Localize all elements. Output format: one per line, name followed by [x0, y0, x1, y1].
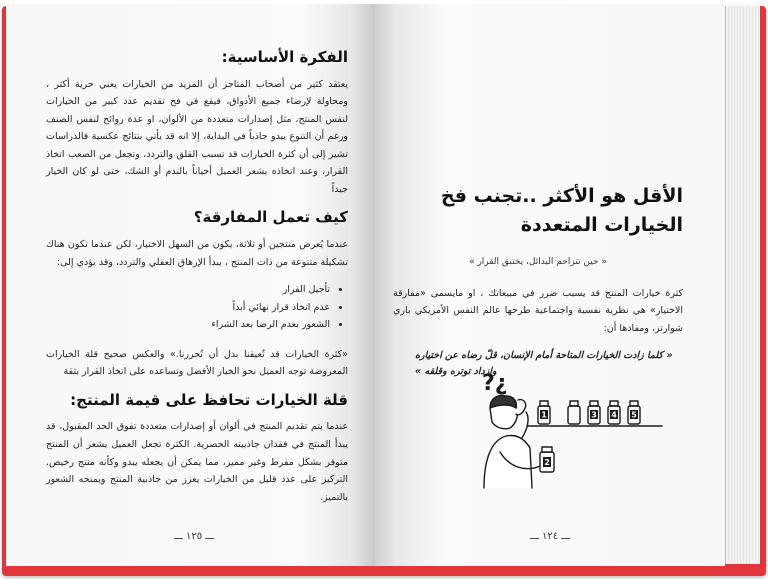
chapter-title: [393, 182, 683, 241]
right-page-content: [393, 182, 683, 380]
schwartz-quote: « كلما زادت الخيارات المتاحة أمام الإنسان، قلّ رضاه عن اختياره وازداد توتره وقلقه »: [415, 349, 673, 377]
page-number-left: ـــ ١٢٥ ـــ: [174, 531, 215, 542]
list-item: • الشعور بعدم الرضا بعد الشراء: [46, 316, 330, 334]
left-page: [6, 4, 375, 566]
question-marks: ?¿: [482, 371, 508, 396]
chapter-title-line-2: الخيارات المتعددة: [520, 214, 683, 237]
chapter-intro: كثرة خيارات المنتج قد يسبب ضرر في مبيعاتك ، او مايسمى «مفارقة الاختيار» هي نظرية نفسية واجتماعية طرحها عالم النفس الأمريكي باري شوارتز، ومفادها أن:: [393, 287, 683, 334]
section-body-main-idea: يعتقد كثير من أصحاب المتاجر أن المزيد من الخيارات يعني حرية أكثر ، ومحاولة لإرضاء جميع الأذواق، فيقع في فخ تقديم عدد كبير من الخيارات لنفس المنتج، مثل إصدارات متعددة من الألوان، او عدة روائح لنفس الصنف ورغم أن التنوع يبدو جاذباً في البداية، إلا انه قد يأتي بنتائج عكسية فالدراسات تشير إلى أن كثرة الخيارات قد تسبب القلق والتردد، وتجعل من الصعب اتخاذ القرار، وعند اتخاذه يشعر العميل أحياناً بالندم أو الشك، حتى لو كان الخيار جيداً: [46, 78, 348, 195]
page-edges: [725, 6, 760, 564]
confused-person-illustration: [470, 368, 670, 508]
raised-arm: [522, 412, 528, 438]
jar-plain: [568, 401, 580, 424]
page-number-right: ـــ ١٢٤ ـــ: [530, 531, 571, 542]
hand-on-head: [516, 400, 526, 415]
effects-list: [46, 281, 348, 334]
chapter-title-line-1: الأقل هو الأكثر ..تجنب فخ: [440, 185, 683, 207]
section-title-how-paradox-works: كيف تعمل المفارقة؟: [193, 208, 348, 227]
paradox-quote: «كثرة الخيارات قد تُعيقنا بدل أن تُحررنا.» والعكس صحيح قلة الخيارات المعروضة توجه العميل نحو الخيار الأفضل وتساعده على اتخاذ القرار بثقة: [46, 348, 348, 378]
list-item: • تأجيل القرار: [46, 281, 330, 299]
jar-label-1: 1: [541, 410, 547, 420]
section-title-main-idea: الفكرة الأساسية:: [221, 48, 348, 66]
jar-label-5: 5: [631, 410, 637, 420]
section-title-fewer-choices: قلة الخيارات تحافظ على قيمة المنتج:: [70, 390, 348, 409]
section-body-how-paradox-works: عندما يُعرض منتجين أو ثلاثة، يكون من السهل الاختيار، لكن عندما تكون هناك تشكيلة متنوعة من ذات المنتج ، يبدأ الإرهاق العقلي والتردد، وقد يؤدي إلى:: [46, 238, 348, 268]
left-page-content: [46, 48, 348, 516]
chapter-subtitle: « حين تتزاحم البدائل، يختنق القرار »: [469, 256, 607, 267]
jar-label-4: 4: [611, 410, 617, 420]
held-jar-label: 2: [544, 458, 550, 467]
list-item: • عدم اتخاذ قرار نهائي أبداً: [46, 299, 330, 317]
section-body-fewer-choices: عندما يتم تقديم المنتج في ألوان أو إصدارات متعددة تفوق الحد المقبول، قد يبدأ المنتج في فقدان جاذبيته الحصرية. الكثرة تجعل العميل يشعر أن المنتج متوفر بشكل مفرط وغير مميز، مما يمكن أن يجعله يبدو وكأنه منتج رخيص. التركيز على عدد قليل من الخيارات يعزز من جاذبية المنتج ويمنحه الشعور بالتميز.: [46, 421, 348, 503]
jar-label-3: 3: [591, 410, 597, 420]
